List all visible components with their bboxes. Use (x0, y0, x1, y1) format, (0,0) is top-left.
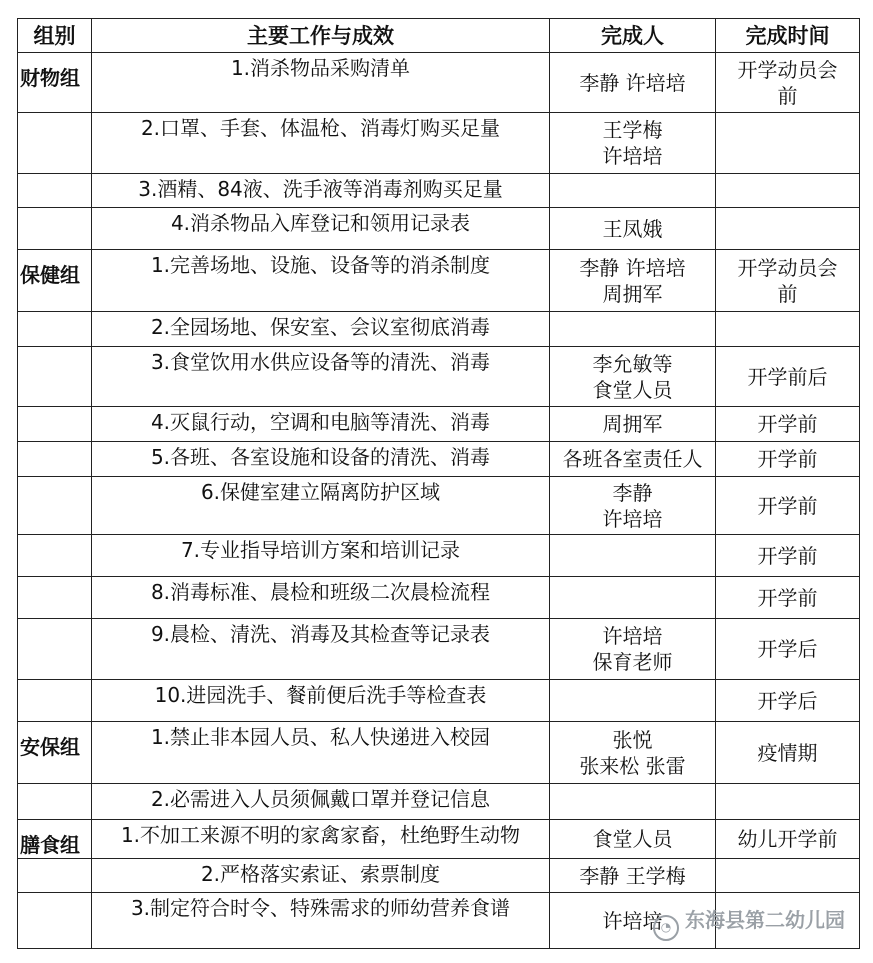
group-cell (18, 680, 92, 722)
time-cell: 开学后 (716, 619, 860, 680)
time-cell: 开学后 (716, 680, 860, 722)
table-row (18, 312, 860, 347)
person-cell: 王凤娥 (550, 208, 716, 250)
table-row (18, 113, 860, 174)
time-cell (716, 784, 860, 820)
group-cell (18, 347, 92, 407)
group-cell (18, 535, 92, 577)
task-cell: 2.口罩、手套、体温枪、消毒灯购买足量 (92, 113, 550, 174)
task-cell: 3.食堂饮用水供应设备等的清洗、消毒 (92, 347, 550, 407)
time-cell: 开学动员会 前 (716, 53, 860, 113)
group-cell (18, 208, 92, 250)
person-cell: 周拥军 (550, 407, 716, 442)
table-row (18, 577, 860, 619)
group-cell (18, 577, 92, 619)
watermark-text: 东海县第二幼儿园 (685, 908, 845, 932)
table-row (18, 407, 860, 442)
person-cell: 张悦 张来松 张雷 (550, 722, 716, 784)
time-cell: 疫情期 (716, 722, 860, 784)
time-cell (716, 174, 860, 208)
person-cell (550, 784, 716, 820)
person-cell: 食堂人员 (550, 820, 716, 859)
header-task: 主要工作与成效 (92, 19, 550, 53)
person-cell (550, 577, 716, 619)
header-row (18, 19, 860, 53)
person-cell (550, 174, 716, 208)
table-row (18, 535, 860, 577)
table-row (18, 347, 860, 407)
group-cell: 财物组 (18, 53, 92, 113)
person-cell: 李允敏等 食堂人员 (550, 347, 716, 407)
task-cell: 7.专业指导培训方案和培训记录 (92, 535, 550, 577)
time-cell: 开学前 (716, 535, 860, 577)
table-row (18, 820, 860, 859)
task-cell: 1.不加工来源不明的家禽家畜，杜绝野生动物 (92, 820, 550, 859)
person-cell: 许培培 (550, 893, 716, 949)
header-time: 完成时间 (716, 19, 860, 53)
task-cell: 5.各班、各室设施和设备的清洗、消毒 (92, 442, 550, 477)
task-cell: 4.消杀物品入库登记和领用记录表 (92, 208, 550, 250)
group-cell: 膳食组 (18, 820, 92, 859)
table-row (18, 784, 860, 820)
table-row (18, 722, 860, 784)
time-cell (716, 208, 860, 250)
table-row (18, 250, 860, 312)
time-cell: 开学前 (716, 477, 860, 535)
time-cell (716, 113, 860, 174)
time-cell (716, 859, 860, 893)
header-person: 完成人 (550, 19, 716, 53)
group-cell (18, 784, 92, 820)
table-row (18, 477, 860, 535)
group-cell (18, 619, 92, 680)
group-cell (18, 312, 92, 347)
task-cell: 6.保健室建立隔离防护区域 (92, 477, 550, 535)
group-cell (18, 859, 92, 893)
person-cell: 各班各室责任人 (550, 442, 716, 477)
task-cell: 1.禁止非本园人员、私人快递进入校园 (92, 722, 550, 784)
person-cell (550, 680, 716, 722)
group-cell (18, 893, 92, 949)
person-cell (550, 312, 716, 347)
time-cell: 开学动员会 前 (716, 250, 860, 312)
header-group: 组别 (18, 19, 92, 53)
task-cell: 3.制定符合时令、特殊需求的师幼营养食谱 (92, 893, 550, 949)
person-cell: 王学梅 许培培 (550, 113, 716, 174)
group-cell: 保健组 (18, 250, 92, 312)
task-cell: 4.灭鼠行动，空调和电脑等清洗、消毒 (92, 407, 550, 442)
table-row (18, 53, 860, 113)
group-cell (18, 113, 92, 174)
group-cell (18, 477, 92, 535)
work-table (17, 18, 860, 949)
person-cell: 李静 王学梅 (550, 859, 716, 893)
task-cell: 3.酒精、84液、洗手液等消毒剂购买足量 (92, 174, 550, 208)
table-row (18, 442, 860, 477)
time-cell: 幼儿开学前 (716, 820, 860, 859)
person-cell: 李静 许培培 周拥军 (550, 250, 716, 312)
task-cell: 2.必需进入人员须佩戴口罩并登记信息 (92, 784, 550, 820)
group-cell (18, 174, 92, 208)
task-cell: 10.进园洗手、餐前便后洗手等检查表 (92, 680, 550, 722)
time-cell (716, 312, 860, 347)
person-cell: 李静 许培培 (550, 53, 716, 113)
person-cell (550, 535, 716, 577)
task-cell: 9.晨检、清洗、消毒及其检查等记录表 (92, 619, 550, 680)
person-cell: 李静 许培培 (550, 477, 716, 535)
task-cell: 2.全园场地、保安室、会议室彻底消毒 (92, 312, 550, 347)
time-cell: 开学前 (716, 577, 860, 619)
group-cell (18, 407, 92, 442)
table-row (18, 859, 860, 893)
group-cell: 安保组 (18, 722, 92, 784)
task-cell: 2.严格落实索证、索票制度 (92, 859, 550, 893)
person-cell: 许培培 保育老师 (550, 619, 716, 680)
table-row (18, 680, 860, 722)
task-cell: 8.消毒标准、晨检和班级二次晨检流程 (92, 577, 550, 619)
time-cell: 开学前后 (716, 347, 860, 407)
table-row (18, 619, 860, 680)
task-cell: 1.消杀物品采购清单 (92, 53, 550, 113)
table-row (18, 174, 860, 208)
watermark (653, 904, 845, 941)
time-cell: 开学前 (716, 442, 860, 477)
task-cell: 1.完善场地、设施、设备等的消杀制度 (92, 250, 550, 312)
wechat-icon: ◔ (653, 915, 679, 941)
group-cell (18, 442, 92, 477)
time-cell: 开学前 (716, 407, 860, 442)
table-row (18, 208, 860, 250)
